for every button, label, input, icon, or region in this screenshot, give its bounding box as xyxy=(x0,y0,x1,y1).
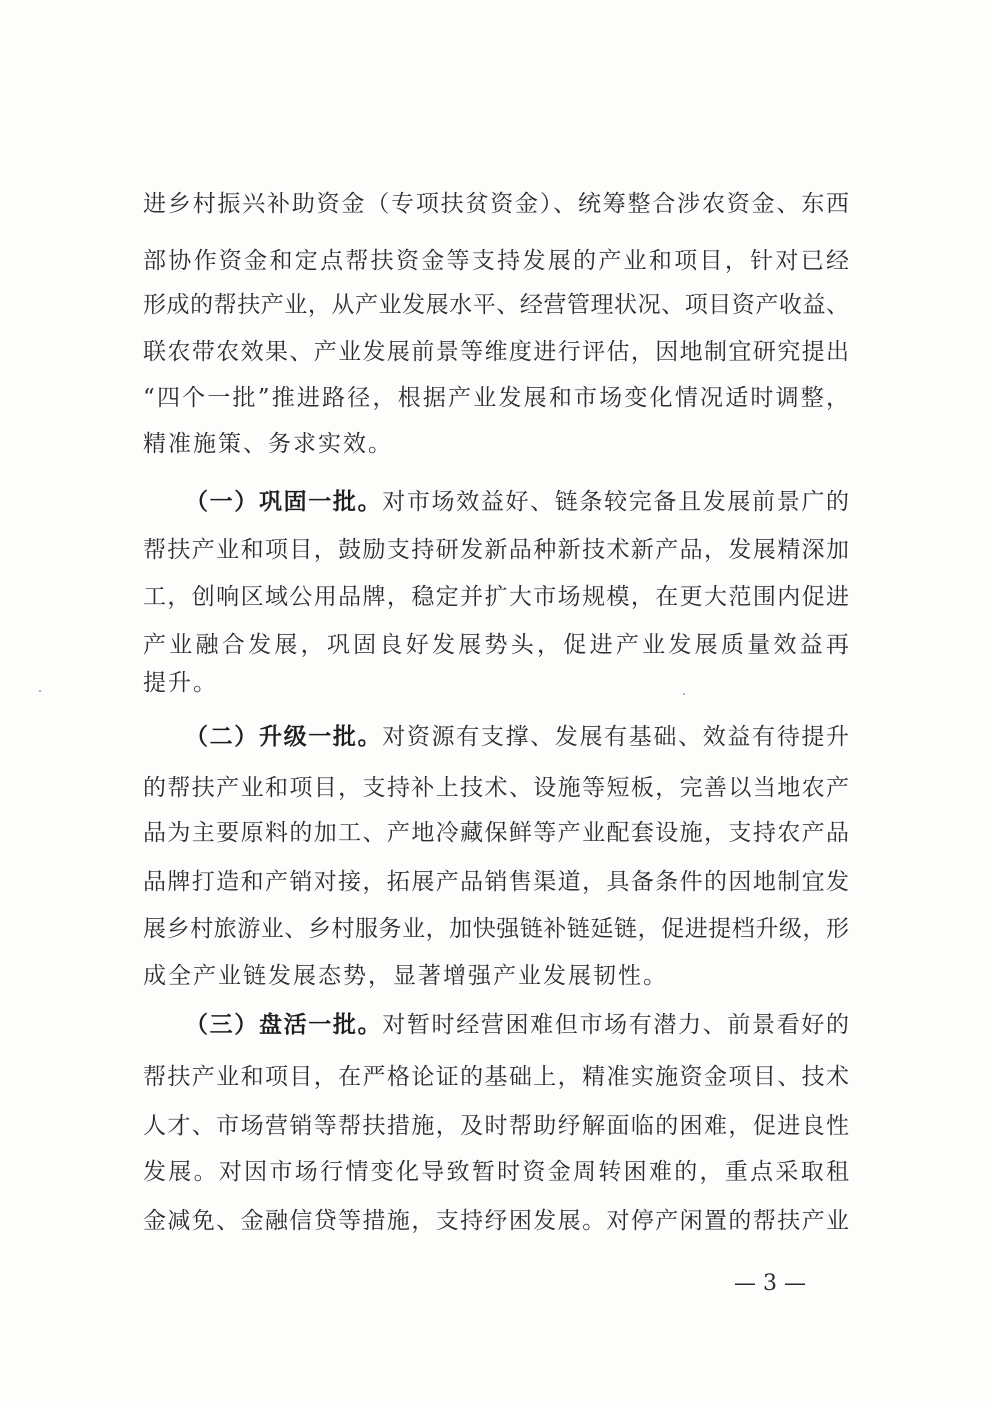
section2-first-line xyxy=(185,717,849,757)
section3-first-line xyxy=(185,1005,849,1045)
intro-line-3: 形成的帮扶产业，从产业发展水平、经营管理状况、项目资产收益、 xyxy=(143,292,849,318)
section2-heading: （二）升级一批。 xyxy=(185,724,383,750)
section1-first-line-text: 对市场效益好、链条较完备且发展前景广的 xyxy=(382,489,850,515)
section1-line-3: 工，创响区域公用品牌，稳定并扩大市场规模，在更大范围内促进 xyxy=(143,584,849,610)
section3-heading: （三）盘活一批。 xyxy=(185,1012,383,1038)
section1-heading: （一）巩固一批。 xyxy=(185,489,383,515)
section3-line-4: 发展。对因市场行情变化导致暂时资金周转困难的，重点采取租 xyxy=(143,1159,849,1185)
section1-line-4: 产业融合发展，巩固良好发展势头，促进产业发展质量效益再 xyxy=(143,632,849,658)
intro-line-4: 联农带农效果、产业发展前景等维度进行评估，因地制宜研究提出 xyxy=(143,339,849,365)
section2-first-line-text: 对资源有支撑、发展有基础、效益有待提升 xyxy=(382,724,850,750)
section3-line-5: 金减免、金融信贷等措施，支持纾困发展。对停产闲置的帮扶产业 xyxy=(143,1208,849,1234)
section2-line-3: 品为主要原料的加工、产地冷藏保鲜等产业配套设施，支持农产品 xyxy=(143,820,849,846)
scan-speck xyxy=(683,693,685,695)
scan-speck xyxy=(39,690,41,692)
intro-line-1: 进乡村振兴补助资金（专项扶贫资金）、统筹整合涉农资金、东西 xyxy=(143,191,849,217)
page-number: — 3 — xyxy=(734,1271,806,1296)
section1-first-line xyxy=(185,482,849,522)
section1-line-5: 提升。 xyxy=(143,670,218,696)
section1-line-2: 帮扶产业和项目，鼓励支持研发新品种新技术新产品，发展精深加 xyxy=(143,537,849,563)
section3-line-2: 帮扶产业和项目，在严格论证的基础上，精准实施资金项目、技术 xyxy=(143,1064,849,1090)
section3-line-3: 人才、市场营销等帮扶措施，及时帮助纾解面临的困难，促进良性 xyxy=(143,1113,849,1139)
intro-line-2: 部协作资金和定点帮扶资金等支持发展的产业和项目，针对已经 xyxy=(143,248,849,274)
section2-line-2: 的帮扶产业和项目，支持补上技术、设施等短板，完善以当地农产 xyxy=(143,775,849,801)
section3-first-line-text: 对暂时经营困难但市场有潜力、前景看好的 xyxy=(382,1012,850,1038)
section2-line-5: 展乡村旅游业、乡村服务业，加快强链补链延链，促进提档升级，形 xyxy=(143,916,849,942)
intro-line-5: “四个一批”推进路径，根据产业发展和市场变化情况适时调整， xyxy=(143,385,849,411)
section2-line-6: 成全产业链发展态势，显著增强产业发展韧性。 xyxy=(143,963,668,989)
section2-line-4: 品牌打造和产销对接，拓展产品销售渠道，具备条件的因地制宜发 xyxy=(143,869,849,895)
intro-line-6: 精准施策、务求实效。 xyxy=(143,431,393,457)
